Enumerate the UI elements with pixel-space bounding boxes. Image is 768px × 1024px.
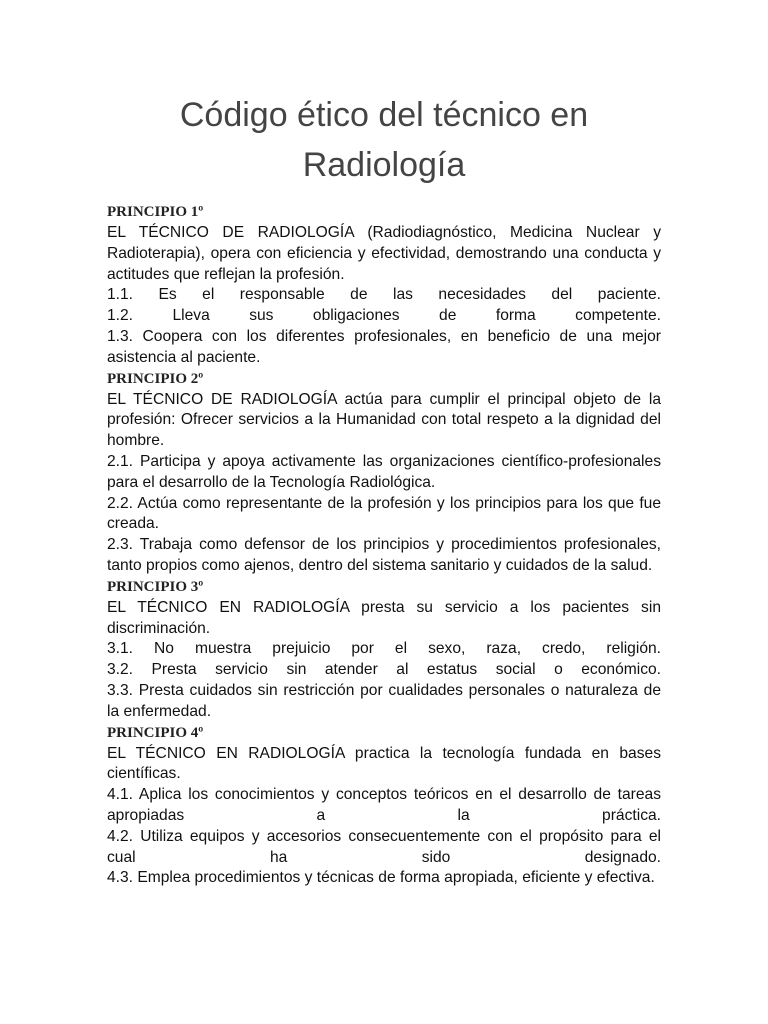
document-body [107,202,661,889]
section-heading: PRINCIPIO 3º [107,578,204,595]
clause-paragraph: 4.2. Utiliza equipos y accesorios consecuentemente con el propósito para el cual ha sido designado. [107,827,661,866]
section-intro-paragraph: EL TÉCNICO EN RADIOLOGÍA practica la tecnología fundada en bases científicas. [107,744,661,783]
clause-paragraph: 2.2. Actúa como representante de la profesión y los principios para los que fue creada. [107,494,661,533]
clause-paragraph: 4.1. Aplica los conocimientos y conceptos teóricos en el desarrollo de tareas apropiadas a la práctica. [107,786,661,824]
section-heading: PRINCIPIO 2º [107,370,204,387]
clause-paragraph: 2.3. Trabaja como defensor de los principios y procedimientos profesionales, tanto propios como ajenos, dentro del sistema sanitario y cuidados de la salud. [107,536,661,574]
clause-paragraph: 1.3. Coopera con los diferentes profesionales, en beneficio de una mejor asistencia al paciente. [107,327,661,366]
section-heading: PRINCIPIO 4º [107,724,204,741]
clause-paragraph: 3.2. Presta servicio sin atender al estatus social o económico. [107,661,661,679]
section-intro-paragraph: EL TÉCNICO EN RADIOLOGÍA presta su servicio a los pacientes sin discriminación. [107,598,661,637]
clause-paragraph: 1.2. Lleva sus obligaciones de forma competente. [107,307,661,325]
clause-paragraph: 4.3. Emplea procedimientos y técnicas de forma apropiada, eficiente y efectiva. [107,869,655,887]
clause-paragraph: 1.1. Es el responsable de las necesidades del paciente. [107,286,661,304]
section-heading: PRINCIPIO 1º [107,204,204,220]
clause-paragraph: 2.1. Participa y apoya activamente las organizaciones científico-profesionales para el desarrollo de la Tecnología Radiológica. [107,452,661,491]
document-title: Código ético del técnico en Radiología [179,96,589,184]
clause-paragraph: 3.1. No muestra prejuicio por el sexo, raza, credo, religión. [107,640,661,658]
clause-paragraph: 3.3. Presta cuidados sin restricción por cualidades personales o naturaleza de la enfermedad. [107,681,661,720]
section-intro-paragraph: EL TÉCNICO DE RADIOLOGÍA (Radiodiagnóstico, Medicina Nuclear y Radioterapia), opera con eficiencia y efectividad, demostrando una conducta y actitudes que reflejan la profesión. [107,224,661,283]
section-intro-paragraph: EL TÉCNICO DE RADIOLOGÍA actúa para cumplir el principal objeto de la profesión: Ofrecer servicios a la Humanidad con total respeto a la dignidad del hombre. [107,390,661,450]
